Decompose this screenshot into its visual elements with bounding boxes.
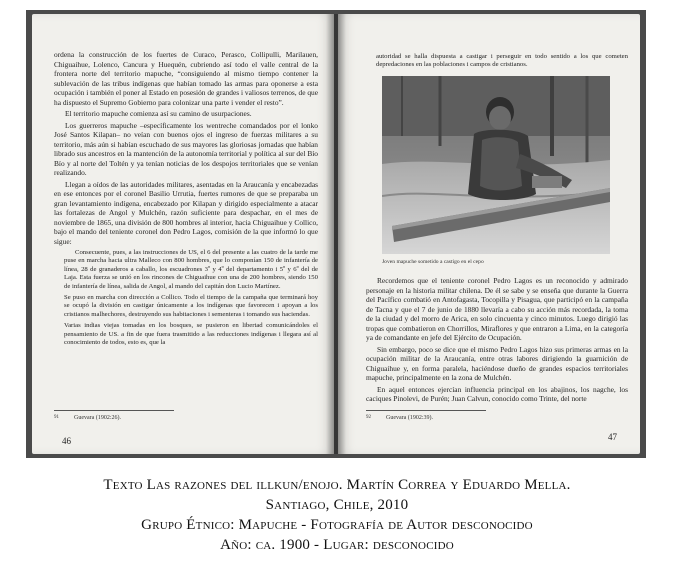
right-page-body bbox=[366, 276, 628, 406]
block-quote: Consecuente, pues, a las instrucciones de US, el 6 del presente a las cuatro de la tarde me puse en marcha hacia ultra Malleco con 800 hombres, que lo componían 150 de infantería de línea, 28 de granaderos a caballo, los escuadrones 3º y 4º del departamento i 5º y 6º del de Laja. Esta fuerza se unió en los rincones de Chiguaihue con una de 200 hombres, siendo 150 de infantería de línea, salida de Angol, al mando del capitán don Lucio Martínez. bbox=[64, 249, 318, 290]
body-paragraph: Llegan a oídos de las autoridades militares, asentadas en la Araucanía y encabezadas en ese entonces por el coronel Basilio Urrutia, fuertes rumores de que se preparaba un gran levantamiento indígena, encabezado por Kilapan y dirigido especialmente a atacar las fortalezas de Angol y Mulchén, razón suficiente para despachar, en el mes de noviembre de 1865, una división de 800 hombres al interior, hacia Chiguaihue y Collico, bajo el mando del teniente coronel don Pedro Lagos, comisión de la que informó lo que sigue: bbox=[54, 179, 318, 246]
historical-photograph bbox=[382, 76, 610, 254]
block-quote: Se puso en marcha con dirección a Collico. Todo el tiempo de la campaña que terminará hoy se ocupó la división en castigar únicamente a los indígenas que favorecen i apoyan a los cristianos malhechores, destruyendo sus habitaciones i sementeras i tomando sus haciendas. bbox=[64, 294, 318, 318]
footnote bbox=[54, 414, 318, 422]
body-paragraph: Sin embargo, poco se dice que el mismo Pedro Lagos hizo sus primeras armas en la ocupación militar de la Araucanía, entre otras labores dirigiendo la guarnición de Chiguaihue y, en forma paralela, haciéndose dueño de grandes espacios territoriales mapuche, principalmente en la zona de Mulchén. bbox=[366, 344, 628, 382]
body-paragraph: Recordemos que el teniente coronel Pedro Lagos es un reconocido y admirado personaje en la historia militar chilena. De él se sabe y se enseña que durante la Guerra del Pacífico combatió en Antofagasta, Tocopilla y Pisagua, que participó en la campaña de Tacna y que el 7 de junio de 1880 llevaría a cabo su acción más recordada, la toma de la ciudad y del morro de Arica, en solo cincuenta y cinco minutos. Luego dirigió las tropas que combatieron en Chorrillos, Miraflores y que entraron a Lima, en la categoría ya de comandante en jefe del Ejército de Ocupación. bbox=[366, 276, 628, 342]
footnote bbox=[366, 414, 628, 422]
footnote-text: Guevara (1902:39). bbox=[386, 415, 433, 421]
right-top-quote bbox=[366, 50, 628, 73]
left-page bbox=[32, 14, 334, 454]
right-footnote-area bbox=[366, 410, 628, 422]
body-paragraph: ordena la construcción de los fuertes de Curaco, Perasco, Collipulli, Marilauen, Chiguaihue, Lolenco, Cancura y Huequén, cubriendo así todo el valle central de la frontera norte del territorio mapuche, “consiguiendo al mismo tiempo contener la sublevación de las tribus indígenas que habían tomado las armas para oponerse a esta ocupación i también el poner al Estado en posesión de grandes i valiosos terrenos, de que ha dispuesto el Supremo Gobierno para colonizar una parte i vender el resto”. bbox=[54, 50, 318, 107]
page-number: 46 bbox=[62, 436, 71, 446]
page-number: 47 bbox=[608, 432, 617, 442]
left-footnote-area bbox=[54, 410, 318, 422]
caption-year-line: Año: ca. 1900 - Lugar: desconocido bbox=[220, 537, 454, 553]
body-paragraph: Los guerreros mapuche –específicamente los wentreche comandados por el lonko José Santos Kilapan– no veían con buenos ojos el ingreso de fuerzas militares a su territorio, más aún si habían escuchado de sus mayores las gloriosas jornadas que habían librado sus ancestros en la mantención de la autonomía territorial y política al sur del Bío Bío y al norte del Toltén y ya tenían noticias de los despojos territoriales que se venían realizando. bbox=[54, 120, 318, 177]
block-quote: autoridad se halla dispuesta a castigar i perseguir en todo sentido a los que cometen depredaciones en las poblaciones i campos de cristianos. bbox=[376, 53, 628, 69]
left-page-body bbox=[54, 50, 318, 350]
footnote-rule bbox=[366, 410, 486, 411]
footnote-number: 92 bbox=[366, 415, 371, 420]
footnote-number: 91 bbox=[54, 415, 59, 420]
footnote-text: Guevara (1902:26). bbox=[74, 415, 121, 421]
caption-source-line: Texto Las razones del illkun/enojo. Martín Correa y Eduardo Mella. bbox=[103, 477, 571, 493]
footnote-rule bbox=[54, 410, 174, 411]
body-paragraph: El territorio mapuche comienza así su camino de usurpaciones. bbox=[65, 109, 252, 118]
caption-group-line: Grupo Étnico: Mapuche - Fotografía de Autor desconocido bbox=[141, 517, 533, 533]
right-page bbox=[338, 14, 640, 454]
body-paragraph: En aquel entonces ejercían influencia principal en los abajinos, los nagche, los caciques Pinolevi, de Purén; Juan Calvun, conocido como Trinte, del norte bbox=[366, 384, 628, 403]
caption-place-line: Santiago, Chile, 2010 bbox=[265, 497, 409, 513]
photo-caption: Joven mapuche sometido a castigo en el cepo bbox=[382, 259, 484, 265]
block-quote: Varias indias viejas tomadas en los bosques, se pusieron en libertad comunicándoles el pensamiento de US. a fin de que fuera trasmitido a las reducciones indígenas i llegara así al conocimiento de todos, esto es, que la bbox=[64, 322, 318, 347]
book-spread-photo bbox=[26, 10, 646, 458]
photograph-image bbox=[382, 76, 610, 254]
